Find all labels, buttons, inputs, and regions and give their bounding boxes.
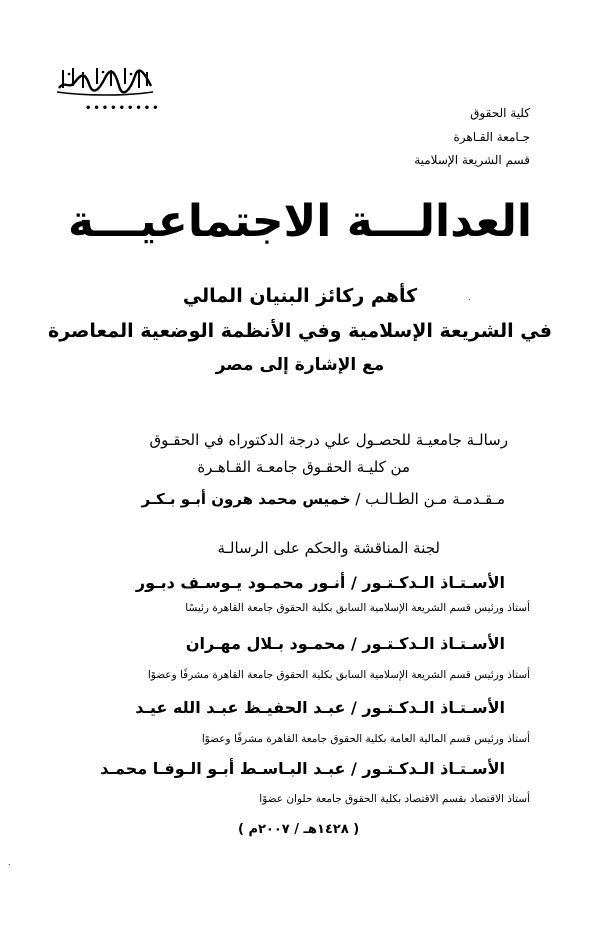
decorative-dots: ••••••••• [85,103,161,114]
thesis-subtitle-line-1: كأهم ركائز البنيان المالي [182,285,418,307]
presented-by [142,490,505,508]
committee-member-name: الأسـتـاذ الـدكـتـور / عبـد الحفيـظ عبـد الله عيـد [135,698,505,717]
thesis-subtitle-line-2: في الشريعة الإسلامية وفي الأنظمة الوضعية المعاصرة [48,320,552,342]
thesis-subtitle-line-3: مع الإشارة إلى مصر [215,355,385,375]
basmala-calligraphy [55,62,155,96]
thesis-purpose-line-1: رسالـة جامعيـة للحصـول علي درجة الدكتوراه في الحقـوق [149,431,508,449]
committee-member-name: الأسـتـاذ الـدكـتـور / عبـد البـاسـط أبـو الـوفـا محمـد [100,759,505,778]
student-name: خميس محمد هرون أبـو بـكـر [141,490,351,508]
presented-by-label: مـقـدمـة مـن الطـالـب / [355,490,505,508]
committee-member-description: أستاذ ورئيس قسم المالية العامة بكلية الحقوق جامعة القاهرة مشرفًا وعضوًا [201,733,530,745]
stray-mark: . [468,293,471,302]
committee-member-description: أستاذ ورئيس قسم الشريعة الإسلامية السابق بكلية الحقوق جامعة القاهرة رئيسًا [185,602,530,614]
committee-heading: لجنة المناقشة والحكم على الرسالـة [217,539,440,557]
faculty-name: كلية الحقوق [470,106,530,120]
committee-member-name: الأسـتـاذ الـدكـتـور / أنـور محمـود يـوسـف دبـور [135,573,505,592]
department-name: قسم الشريعة الإسلامية [414,153,530,167]
committee-member-name: الأسـتـاذ الـدكـتـور / محمـود بـلال مهـران [185,634,505,653]
committee-member-description: أستاذ الاقتصاد بقسم الاقتصاد بكلية الحقوق جامعة حلوان عضوًا [259,793,530,805]
committee-member-description: أستاذ ورئيس قسم الشريعة الإسلامية السابق بكلية الحقوق جامعة القاهرة مشرفًا وعضوًا [147,669,530,681]
thesis-date: ( ١٤٢٨هـ / ٢٠٠٧م ) [238,822,360,837]
thesis-title: العدالـــة الاجتماعيـــة [68,196,532,247]
university-name: جـامعة القـاهرة [453,130,530,144]
stray-mark: . [8,858,11,867]
thesis-purpose-line-2: من كليـة الحقـوق جامعـة القـاهـرة [197,458,410,476]
